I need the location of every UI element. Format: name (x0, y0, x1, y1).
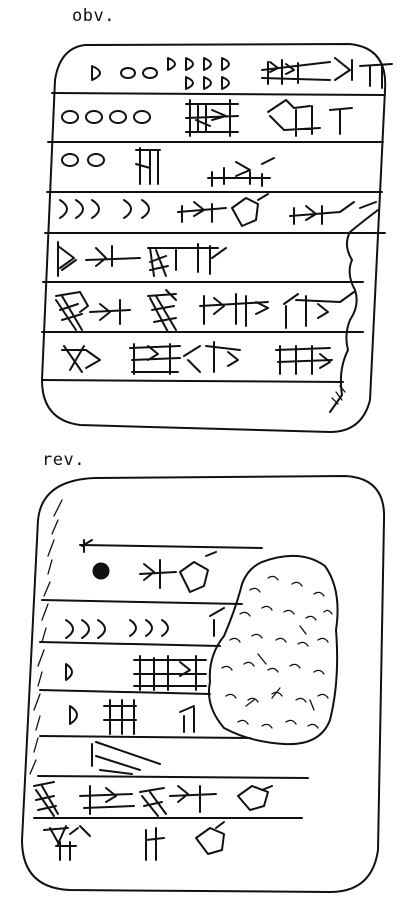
reverse-ruled-lines (34, 545, 308, 818)
obverse-tablet (42, 44, 392, 432)
obverse-line-2-signs (62, 100, 352, 136)
reverse-line-6-signs (34, 782, 272, 816)
obverse-line-3-signs (62, 148, 274, 186)
obverse-line-6-signs (56, 290, 354, 332)
reverse-label: rev. (42, 450, 85, 470)
obverse-line-4-signs (60, 194, 376, 226)
reverse-line-3-signs (66, 656, 206, 690)
reverse-damaged-area (209, 556, 338, 744)
reverse-line-2-signs (66, 608, 224, 638)
reverse-line-7-signs (44, 822, 224, 860)
obverse-outline (42, 44, 385, 432)
reverse-line-5-signs (92, 742, 160, 774)
reverse-tablet (22, 476, 384, 892)
reverse-left-edge-damage (30, 500, 62, 774)
obverse-line-1-signs (92, 58, 392, 89)
reverse-line-4-signs (70, 700, 194, 734)
obverse-ruled-lines (42, 93, 385, 382)
obverse-line-7-signs (62, 342, 332, 374)
obverse-label: obv. (72, 6, 115, 26)
obverse-line-5-signs (58, 242, 226, 276)
